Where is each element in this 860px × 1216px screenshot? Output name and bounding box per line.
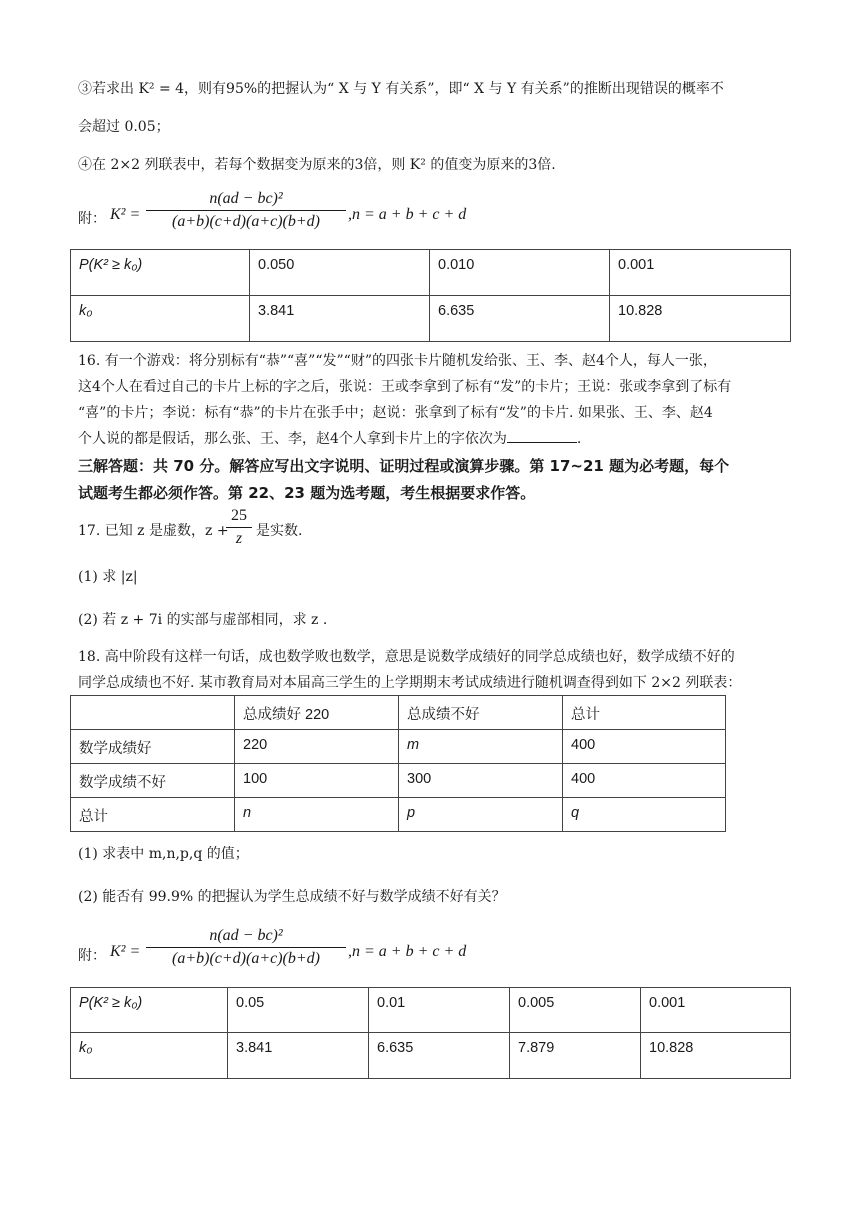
- formula-suffix: ,n = a + b + c + d: [348, 943, 467, 960]
- table-cell: 7.879: [510, 1033, 641, 1079]
- table-row: [71, 696, 726, 730]
- table-cell: 总成绩不好: [399, 696, 563, 730]
- table-cell: 400: [563, 730, 726, 764]
- table-cell: 100: [235, 764, 399, 798]
- answer-blank: [507, 428, 577, 443]
- critical-value-table-2: [70, 987, 791, 1079]
- table-cell: 0.050: [250, 250, 430, 296]
- question-16-text: 个人说的都是假话，那么张、王、李，赵4个人拿到卡片上的字依次为: [78, 431, 507, 447]
- question-17-intro: 17. 已知 z 是虚数，z +: [78, 523, 229, 539]
- table-cell: 0.001: [610, 250, 791, 296]
- table-cell: 数学成绩好: [71, 730, 235, 764]
- table-cell: P(K² ≥ k₀): [71, 988, 228, 1033]
- question-16-line-4: [78, 428, 581, 448]
- q17-numerator: 25: [231, 507, 247, 524]
- q17-fraction: [226, 507, 252, 548]
- formula-fraction: [146, 190, 346, 231]
- table-row: [71, 1033, 791, 1079]
- table-cell: m: [399, 730, 563, 764]
- formula-prefix: 附：: [78, 948, 106, 964]
- question-17-part-2: (2) 若 z + 7i 的实部与虚部相同，求 z .: [78, 612, 328, 628]
- table-cell: k₀: [71, 296, 250, 342]
- table-cell: 0.010: [430, 250, 610, 296]
- question-16-line-2: 这4个人在看过自己的卡片上标的字之后，张说：王或李拿到了标有“发”的卡片；王说：张或李拿到了标有: [78, 379, 732, 395]
- formula-prefix: 附：: [78, 211, 106, 227]
- formula-lhs: K² =: [110, 206, 141, 223]
- statement-4: ④在 2×2 列联表中，若每个数据变为原来的3倍，则 K² 的值变为原来的3倍.: [78, 157, 556, 173]
- table-row: [71, 296, 791, 342]
- table-row: [71, 798, 726, 832]
- table-cell: k₀: [71, 1033, 228, 1079]
- question-16-line-1: 16. 有一个游戏：将分别标有“恭”“喜”“发”“财”的四张卡片随机发给张、王、李、赵4个人，每人一张，: [78, 353, 717, 369]
- table-cell: n: [235, 798, 399, 832]
- table-cell: 3.841: [250, 296, 430, 342]
- table-cell: q: [563, 798, 726, 832]
- contingency-table: [70, 695, 726, 832]
- table-cell: 0.001: [641, 988, 791, 1033]
- fraction-bar: [146, 947, 346, 948]
- formula-denominator: (a+b)(c+d)(a+c)(b+d): [171, 950, 320, 967]
- section-3-heading-line-1: 三解答题：共 70 分。解答应写出文字说明、证明过程或演算步骤。第 17~21 题为必考题，每个: [78, 457, 730, 475]
- statement-3-line-2: 会超过 0.05；: [78, 119, 170, 135]
- formula-lhs: K² =: [110, 943, 141, 960]
- table-cell: 300: [399, 764, 563, 798]
- table-cell: 3.841: [228, 1033, 369, 1079]
- question-17-intro-end: 是实数.: [256, 523, 303, 539]
- table-cell: 6.635: [430, 296, 610, 342]
- critical-value-table-1: [70, 249, 791, 342]
- question-17-part-1: (1) 求 |z|: [78, 569, 138, 585]
- formula-denominator: (a+b)(c+d)(a+c)(b+d): [171, 213, 320, 230]
- table-row: [71, 764, 726, 798]
- table-row: [71, 730, 726, 764]
- table-cell: p: [399, 798, 563, 832]
- table-cell: 数学成绩不好: [71, 764, 235, 798]
- table-cell: 0.01: [369, 988, 510, 1033]
- question-16-period: .: [576, 431, 582, 447]
- table-cell: P(K² ≥ k₀): [71, 250, 250, 296]
- formula-numerator: n(ad − bc)²: [209, 927, 283, 944]
- table-cell: 总计: [563, 696, 726, 730]
- question-18-line-1: 18. 高中阶段有这样一句话，成也数学败也数学，意思是说数学成绩好的同学总成绩也好，数学成绩不好的: [78, 649, 735, 665]
- statement-3-line-1: ③若求出 K² = 4，则有95%的把握认为“ X 与 Y 有关系”，即“ X 与 Y 有关系”的推断出现错误的概率不: [78, 81, 724, 97]
- table-cell: 220: [235, 730, 399, 764]
- table-cell: 10.828: [641, 1033, 791, 1079]
- question-16-line-3: “喜”的卡片；李说：标有“恭”的卡片在张手中；赵说：张拿到了标有“发”的卡片. 如果张、王、李、赵4: [78, 405, 713, 421]
- question-18-line-2: 同学总成绩也不好. 某市教育局对本届高三学生的上学期期末考试成绩进行随机调查得到如下 2×2 列联表：: [78, 675, 742, 691]
- question-18-part-2: (2) 能否有 99.9% 的把握认为学生总成绩不好与数学成绩不好有关？: [78, 889, 506, 905]
- fraction-bar: [226, 527, 252, 528]
- table-cell: 0.05: [228, 988, 369, 1033]
- table-row: [71, 988, 791, 1033]
- formula-suffix: ,n = a + b + c + d: [348, 206, 467, 223]
- formula-numerator: n(ad − bc)²: [209, 190, 283, 207]
- table-cell: 总成绩好 220: [235, 696, 399, 730]
- section-3-heading-line-2: 试题考生都必须作答。第 22、23 题为选考题，考生根据要求作答。: [78, 484, 536, 502]
- q17-denominator: z: [235, 530, 243, 547]
- table-cell: 总计: [71, 798, 235, 832]
- table-row: [71, 250, 791, 296]
- table-cell: 10.828: [610, 296, 791, 342]
- formula-fraction: [146, 927, 346, 968]
- question-18-part-1: (1) 求表中 m,n,p,q 的值；: [78, 846, 249, 862]
- table-cell: [71, 696, 235, 730]
- fraction-bar: [146, 210, 346, 211]
- table-cell: 0.005: [510, 988, 641, 1033]
- table-cell: 400: [563, 764, 726, 798]
- table-cell: 6.635: [369, 1033, 510, 1079]
